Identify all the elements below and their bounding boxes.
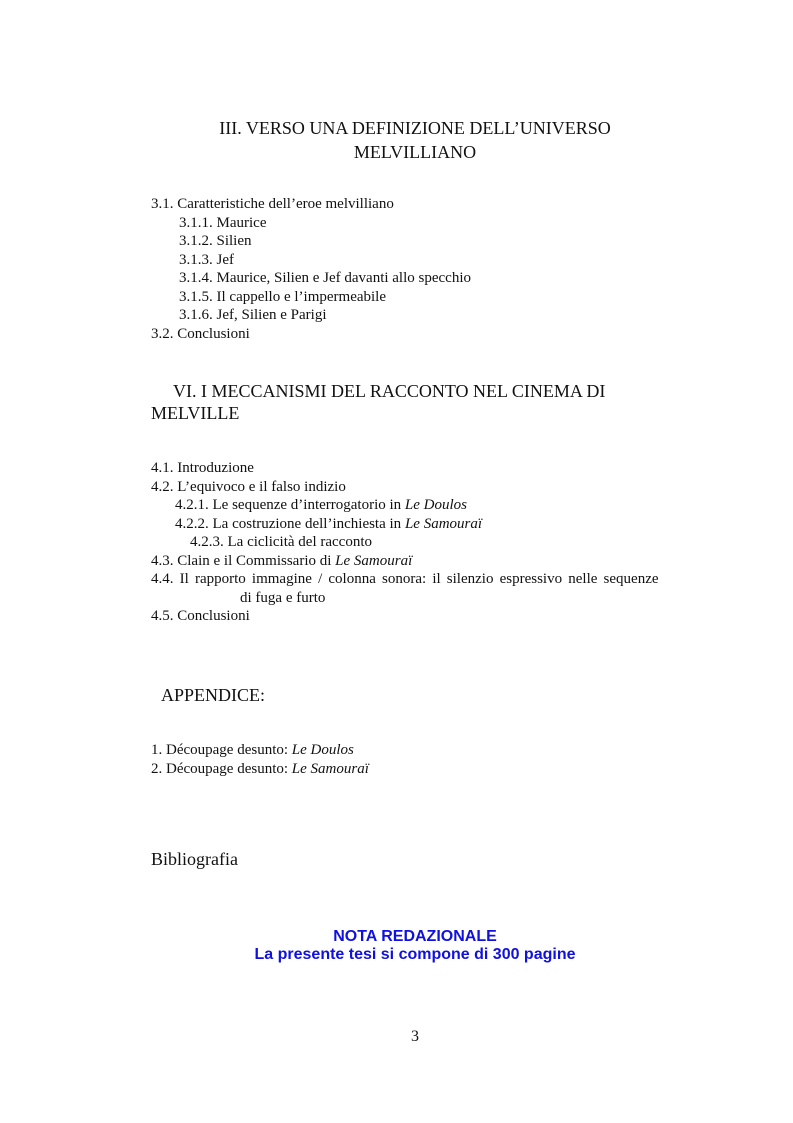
toc-item-3-1: 3.1. Caratteristiche dell’eroe melvilliano — [151, 196, 394, 212]
toc-item-4-5: 4.5. Conclusioni — [151, 608, 250, 624]
toc-item-4-2-2: 4.2.2. La costruzione dell’inchiesta in Le Samouraï — [175, 515, 483, 532]
toc-item-4-4: 4.4. Il rapporto immagine / colonna sonora: il silenzio espressivo nelle sequenze — [151, 571, 659, 587]
toc-item-3-2: 3.2. Conclusioni — [151, 325, 250, 342]
appendix-title: APPENDICE: — [161, 685, 266, 705]
toc-item-4-1: 4.1. Introduzione — [151, 460, 254, 476]
appendix-item-2: 2. Découpage desunto: Le Samouraï — [151, 760, 369, 777]
toc-item-3-1-1: 3.1.1. Maurice — [179, 214, 267, 231]
chapter-3-title-line-2: MELVILLIANO — [353, 142, 477, 162]
editorial-note-title: NOTA REDAZIONALE — [333, 928, 497, 945]
toc-item-4-3: 4.3. Clain e il Commissario di Le Samouraï — [151, 552, 413, 569]
toc-item-3-1-2: 3.1.2. Silien — [179, 233, 252, 249]
chapter-4-title-line-1: VI. I MECCANISMI DEL RACCONTO NEL CINEMA DI — [173, 381, 606, 401]
toc-item-4-2-3: 4.2.3. La ciclicità del racconto — [190, 534, 372, 550]
toc-item-3-1-5: 3.1.5. Il cappello e l’impermeabile — [179, 288, 387, 305]
chapter-3-title-line-1: III. VERSO UNA DEFINIZIONE DELL’UNIVERSO — [219, 118, 611, 138]
toc-item-4-2-1: 4.2.1. Le sequenze d’interrogatorio in Le Doulos — [175, 497, 468, 513]
toc-item-4-2: 4.2. L’equivoco e il falso indizio — [151, 478, 346, 495]
toc-item-3-1-3: 3.1.3. Jef — [179, 251, 234, 268]
toc-item-4-4-continued: di fuga e furto — [240, 589, 326, 606]
bibliography-heading: Bibliografia — [151, 849, 238, 869]
toc-item-3-1-6: 3.1.6. Jef, Silien e Parigi — [179, 307, 327, 323]
page-number: 3 — [411, 1028, 419, 1045]
chapter-4-title-line-2: MELVILLE — [151, 403, 240, 423]
toc-item-3-1-4: 3.1.4. Maurice, Silien e Jef davanti allo specchio — [179, 270, 471, 286]
appendix-item-1: 1. Découpage desunto: Le Doulos — [151, 742, 354, 758]
editorial-note-text: La presente tesi si compone di 300 pagine — [254, 946, 576, 963]
